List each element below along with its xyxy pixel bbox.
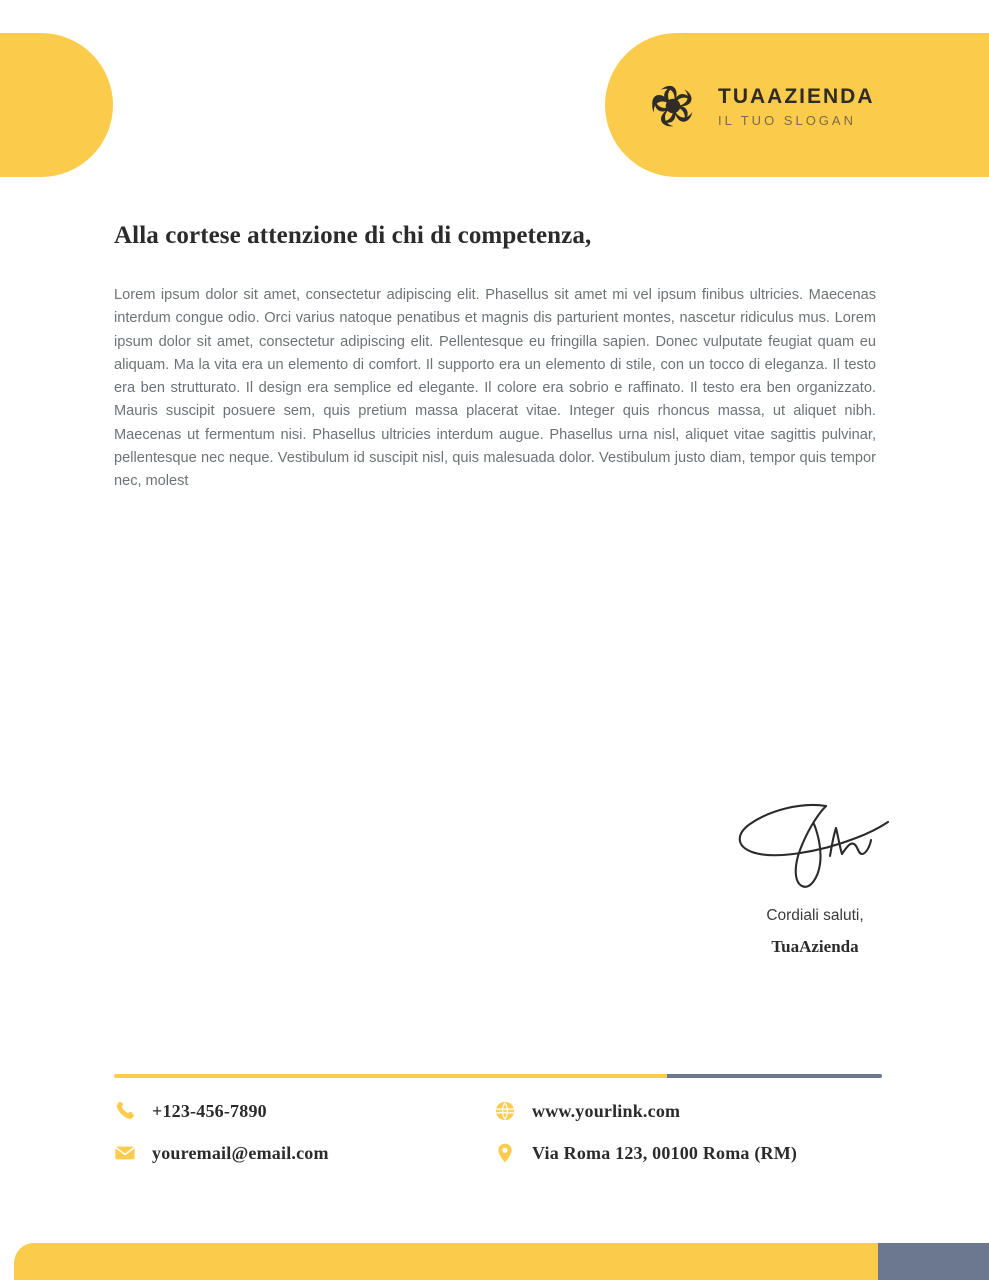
contact-website-text: www.yourlink.com [532,1100,681,1121]
signature-closing: Cordiali saluti, [766,907,864,924]
bottom-accent-bar [14,1243,878,1280]
brand-text [718,86,875,127]
signature-company: TuaAzienda [771,937,859,956]
signature-block [700,800,930,957]
top-left-accent-shape [0,33,113,177]
contact-address-text: Via Roma 123, 00100 Roma (RM) [532,1142,798,1163]
footer-divider [114,1074,882,1078]
contact-email[interactable] [114,1142,494,1164]
footer-contacts [114,1100,882,1164]
contact-email-text: youremail@email.com [152,1142,329,1163]
letter-body [114,222,888,494]
brand-logo-lockup [645,78,875,134]
handwritten-signature [730,800,900,895]
divider-segment-accent [114,1074,667,1078]
contact-address[interactable] [494,1142,882,1164]
divider-segment-secondary [667,1074,882,1078]
letter-paragraph: Lorem ipsum dolor sit amet, consectetur adipiscing elit. Phasellus sit amet mi vel ipsum finibus ultricies. Maecenas interdum congue odio. Orci varius natoque penatibus et magnis dis parturient montes, nascetur ridiculus mus. Lorem ipsum dolor sit amet, consectetur adipiscing elit. Pellentesque eu fringilla sapien. Donec vulputate feugiat quam eu aliquam. Ma la vita era un elemento di comfort. Il supporto era un elemento di stile, con un tocco di eleganza. Il testo era ben strutturato. Il design era semplice ed elegante. Il colore era sobrio e raffinato. Il testo era ben organizzato. Mauris suscipit posuere sem, quis pretium massa placerat vitae. Integer quis rhoncus massa, ut aliquet nibh. Maecenas ut fermentum nisi. Phasellus ultricies interdum augue. Phasellus urna nisl, aliquet vitae sagittis pulvinar, pellentesque nec neque. Vestibulum id suscipit nisl, quis malesuada dolor. Vestibulum justo diam, tempor quis tempor nec, molest [114,287,888,490]
location-pin-icon [494,1142,516,1164]
brand-name: TUAAZIENDA [718,84,875,108]
brand-slogan: IL TUO SLOGAN [718,112,856,128]
globe-icon [494,1100,516,1122]
phone-icon [114,1100,136,1122]
contact-phone[interactable] [114,1100,494,1122]
bottom-right-accent-block [878,1243,989,1280]
contact-phone-text: +123-456-7890 [152,1100,267,1121]
letter-salutation: Alla cortese attenzione di chi di competenza, [114,222,592,249]
envelope-icon [114,1142,136,1164]
contact-website[interactable] [494,1100,882,1122]
swirl-circle-logo-icon [645,78,701,134]
